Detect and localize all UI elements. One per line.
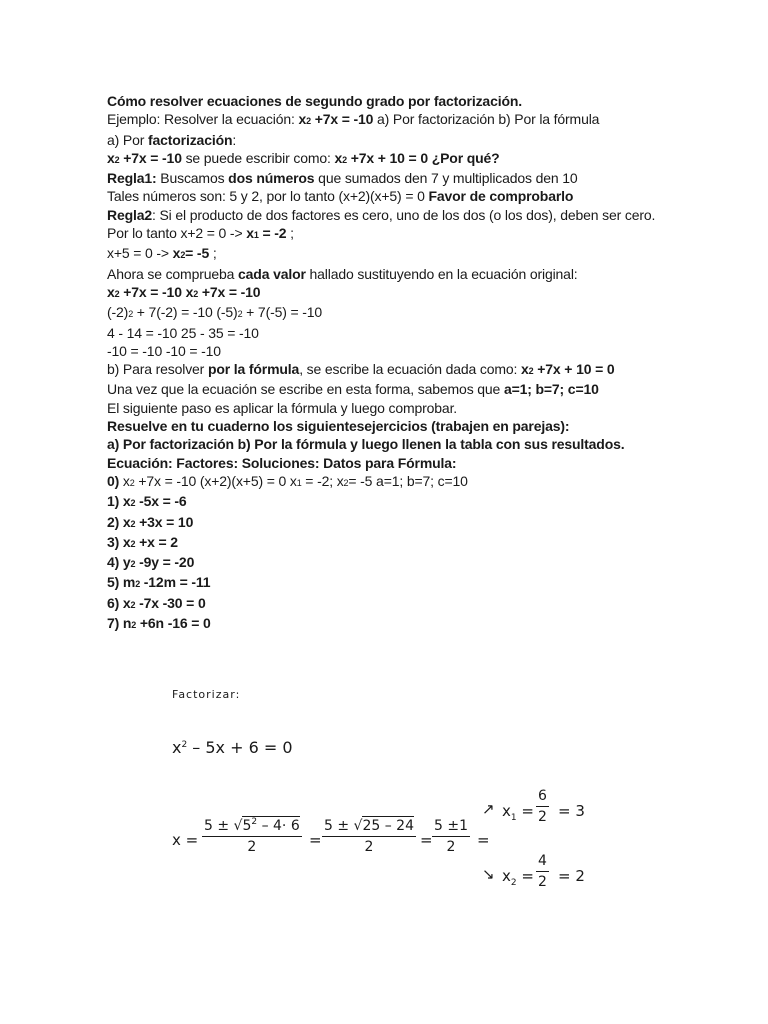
rule-2: Regla2: Si el producto de dos factores es cero, uno de los dos (o los dos), deben ser cero. xyxy=(107,206,656,223)
check-line-2: (-2)2 + 7(-2) = -10 (-5)2 + 7(-5) = -10 xyxy=(107,304,323,321)
equals-2: = xyxy=(420,831,433,849)
part-b-line: b) Para resolver por la fórmula, se escribe la ecuación dada como: x2 +7x + 10 = 0 xyxy=(107,361,615,378)
root-2-fraction: $\frac{4}{2}$ xyxy=(538,853,547,890)
rewrite-line: x2 +7x = -10 se puede escribir como: x2 +7x + 10 = 0 ¿Por qué? xyxy=(107,149,500,166)
next-step-line: El siguiente paso es aplicar la fórmula y luego comprobar. xyxy=(107,399,458,416)
figure-heading: Factorizar: xyxy=(172,688,241,701)
doc-title: Cómo resolver ecuaciones de segundo grado por factorización. xyxy=(107,93,522,109)
exercise-instructions: Resuelve en tu cuaderno los siguientesejercicios (trabajen en parejas): xyxy=(107,418,570,435)
exercise-2: 2) x2 +3x = 10 xyxy=(107,513,194,530)
exercise-1: 1) x2 -5x = -6 xyxy=(107,493,187,510)
equals-1: = xyxy=(309,831,322,849)
check-line-4: -10 = -10 -10 = -10 xyxy=(107,342,221,359)
exercise-3: 3) x2 +x = 2 xyxy=(107,533,178,550)
arrow-down-icon: ↘ xyxy=(482,865,495,883)
exercise-instructions-2: a) Por factorización b) Por la fórmula y luego llenen la tabla con sus resultados. xyxy=(107,436,625,453)
figure-equation: $x^2 - 5x + 6 = 0$ xyxy=(172,738,293,757)
part-a-heading: a) Por factorización: xyxy=(107,131,237,148)
equals-3: = xyxy=(477,831,490,849)
check-line-1: x2 +7x = -10 x2 +7x = -10 xyxy=(107,283,261,300)
root-1-label: $x_1$ = xyxy=(502,802,534,823)
document-body xyxy=(107,92,667,634)
root-1-result: = 3 xyxy=(558,802,585,820)
worked-example-figure xyxy=(172,688,602,888)
check-intro: Ahora se comprueba cada valor hallado sustituyendo en la ecuación original: xyxy=(107,265,578,282)
root-1-fraction: $\frac{6}{2}$ xyxy=(538,788,547,825)
check-line-3: 4 - 14 = -10 25 - 35 = -10 xyxy=(107,324,259,341)
root-2-label: $x_2$ = xyxy=(502,867,534,888)
coefficients-line: Una vez que la ecuación se escribe en esta forma, sabemos que a=1; b=7; c=10 xyxy=(107,381,599,398)
solution-1: Por lo tanto x+2 = 0 -> x1 = -2 ; xyxy=(107,225,294,242)
table-header: Ecuación: Factores: Soluciones: Datos para Fórmula: xyxy=(107,454,457,471)
rule-1: Regla1: Buscamos dos números que sumados den 7 y multiplicados den 10 xyxy=(107,170,578,187)
solution-2: x+5 = 0 -> x2= -5 ; xyxy=(107,245,217,262)
fraction-1: $\frac{5 \pm √5^2 - 4\cdot 6}{2}$ xyxy=(204,817,300,855)
exercise-0: 0) x2 +7x = -10 (x+2)(x+5) = 0 x1 = -2; x2= -5 a=1; b=7; c=10 xyxy=(107,472,468,489)
arrow-up-icon: ↗ xyxy=(482,800,495,818)
example-line: Ejemplo: Resolver la ecuación: x2 +7x = -10 a) Por factorización b) Por la fórmula xyxy=(107,111,600,128)
numbers-line: Tales números son: 5 y 2, por lo tanto (x+2)(x+5) = 0 Favor de comprobarlo xyxy=(107,188,574,205)
exercise-4: 4) y2 -9y = -20 xyxy=(107,554,195,571)
root-2-result: = 2 xyxy=(558,867,585,885)
exercise-6: 6) x2 -7x -30 = 0 xyxy=(107,594,206,611)
exercise-7: 7) n2 +6n -16 = 0 xyxy=(107,615,211,632)
fraction-3: $\frac{5 \pm 1}{2}$ xyxy=(434,818,468,855)
exercise-5: 5) m2 -12m = -11 xyxy=(107,574,211,591)
fraction-2: $\frac{5 \pm √25 - 24}{2}$ xyxy=(324,818,414,855)
formula-lhs: x = xyxy=(172,831,199,849)
